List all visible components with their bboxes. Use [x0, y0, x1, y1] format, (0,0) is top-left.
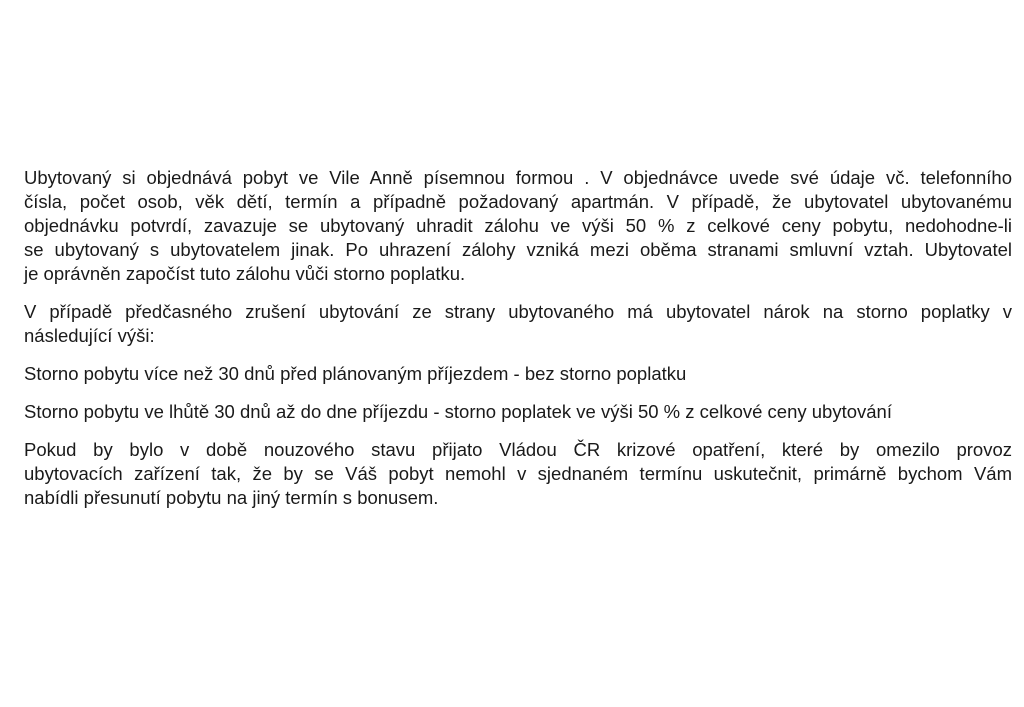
text-line: V případě předčasného zrušení ubytování ze strany ubytovaného má ubytovatel nárok na storno poplatky v	[24, 301, 1012, 322]
text-line: Storno pobytu více než 30 dnů před plánovaným příjezdem - bez storno poplatku	[24, 363, 687, 384]
text-line: je oprávněn započíst tuto zálohu vůči storno poplatku.	[24, 263, 466, 284]
text-line: Pokud by bylo v době nouzového stavu přijato Vládou ČR krizové opatření, které by omezilo provoz	[24, 439, 1012, 460]
paragraph-cancellation-intro	[24, 300, 1012, 348]
paragraph-booking	[24, 166, 1012, 286]
paragraph-cancellation-early	[24, 362, 1012, 386]
document-body	[24, 166, 1012, 524]
text-line: nabídli přesunutí pobytu na jiný termín s bonusem.	[24, 487, 439, 508]
text-line: objednávku potvrdí, zavazuje se ubytovaný uhradit zálohu ve výši 50 % z celkové ceny pobytu, nedohodne-li	[24, 215, 1012, 236]
paragraph-emergency	[24, 438, 1012, 510]
text-line: ubytovacích zařízení tak, že by se Váš pobyt nemohl v sjednaném termínu uskutečnit, primárně bychom Vám	[24, 463, 1012, 484]
text-line: následující výši:	[24, 325, 155, 346]
text-line: Storno pobytu ve lhůtě 30 dnů až do dne příjezdu - storno poplatek ve výši 50 % z celkové ceny ubytování	[24, 401, 892, 422]
text-line: čísla, počet osob, věk dětí, termín a případně požadovaný apartmán. V případě, že ubytovatel ubytovanému	[24, 191, 1012, 212]
paragraph-cancellation-late	[24, 400, 1012, 424]
text-line: se ubytovaný s ubytovatelem jinak. Po uhrazení zálohy vzniká mezi oběma stranami smluvní vztah. Ubytovatel	[24, 239, 1012, 260]
text-line: Ubytovaný si objednává pobyt ve Vile Anně písemnou formou . V objednávce uvede své údaje vč. telefonního	[24, 167, 1012, 188]
